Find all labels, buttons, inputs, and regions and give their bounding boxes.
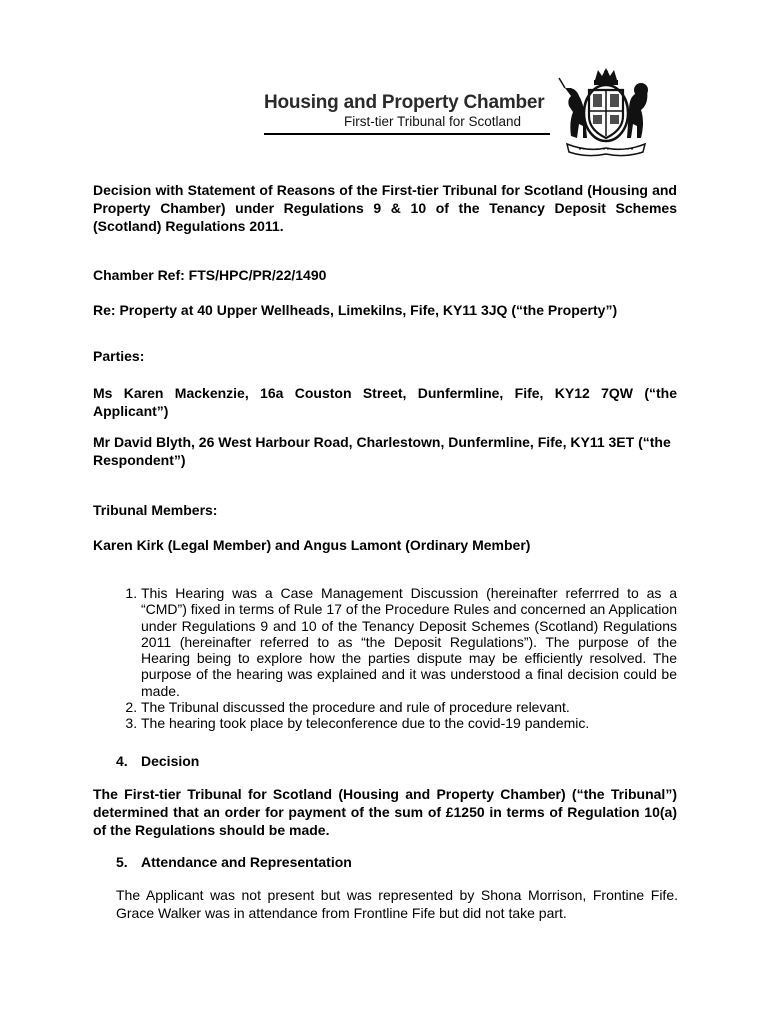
section-number: 5. (116, 854, 128, 870)
chamber-title: Housing and Property Chamber (264, 92, 545, 113)
tribunal-subtitle: First-tier Tribunal for Scotland (344, 114, 522, 129)
property-reference: Re: Property at 40 Upper Wellheads, Limekilns, Fife, KY11 3JQ (“the Property”) (93, 302, 618, 318)
tribunal-members-label: Tribunal Members: (93, 502, 218, 518)
reasons-list (93, 585, 677, 732)
list-item: 1. This Hearing was a Case Management Discussion (hereinafter referrred to as a “CMD”) fixed in terms of Rule 17 of the Procedure Rules and concerned an Application under Regulations 9 and 10 of the Tenancy Deposit Schemes (Scotland) Regulations 2011 (hereinafter referred to as “the Deposit Regulations”). The purpose of the Hearing being to explore how the parties dispute may be efficiently resolved. The purpose of the hearing was explained and it was understood a final decision could be made. (141, 585, 677, 699)
chamber-reference: Chamber Ref: FTS/HPC/PR/22/1490 (93, 267, 327, 283)
section-number: 4. (116, 753, 128, 769)
parties-label: Parties: (93, 348, 145, 364)
tribunal-members: Karen Kirk (Legal Member) and Angus Lamont (Ordinary Member) (93, 537, 531, 553)
list-item: 3. The hearing took place by teleconference due to the covid-19 pandemic. (141, 715, 677, 731)
applicant-details: Ms Karen Mackenzie, 16a Couston Street, Dunfermline, Fife, KY12 7QW (“the Applicant”) (93, 385, 677, 419)
header-rule (264, 133, 550, 135)
list-item: 2. The Tribunal discussed the procedure and rule of procedure relevant. (141, 699, 677, 715)
respondent-details: Mr David Blyth, 26 West Harbour Road, Charlestown, Dunfermline, Fife, KY11 3ET (“the Respondent”) (93, 434, 671, 468)
attendance-text: The Applicant was not present but was represented by Shona Morrison, Frontine Fife. Grace Walker was in attendance from Frontline Fife but did not take part. (116, 887, 678, 921)
section-title: Decision (141, 753, 200, 769)
decision-heading: Decision with Statement of Reasons of the First-tier Tribunal for Scotland (Housing and Property Chamber) under Regulations 9 & 10 of the Tenancy Deposit Schemes (Scotland) Regulations 2011. (93, 182, 677, 234)
royal-coat-of-arms-icon (557, 66, 655, 158)
section-heading-attendance (116, 854, 352, 870)
section-heading-decision (116, 753, 199, 769)
section-title: Attendance and Representation (141, 854, 352, 870)
decision-text: The First-tier Tribunal for Scotland (Housing and Property Chamber) (“the Tribunal”) determined that an order for payment of the sum of £1250 in terms of Regulation 10(a) of the Regulations should be made. (93, 786, 677, 838)
